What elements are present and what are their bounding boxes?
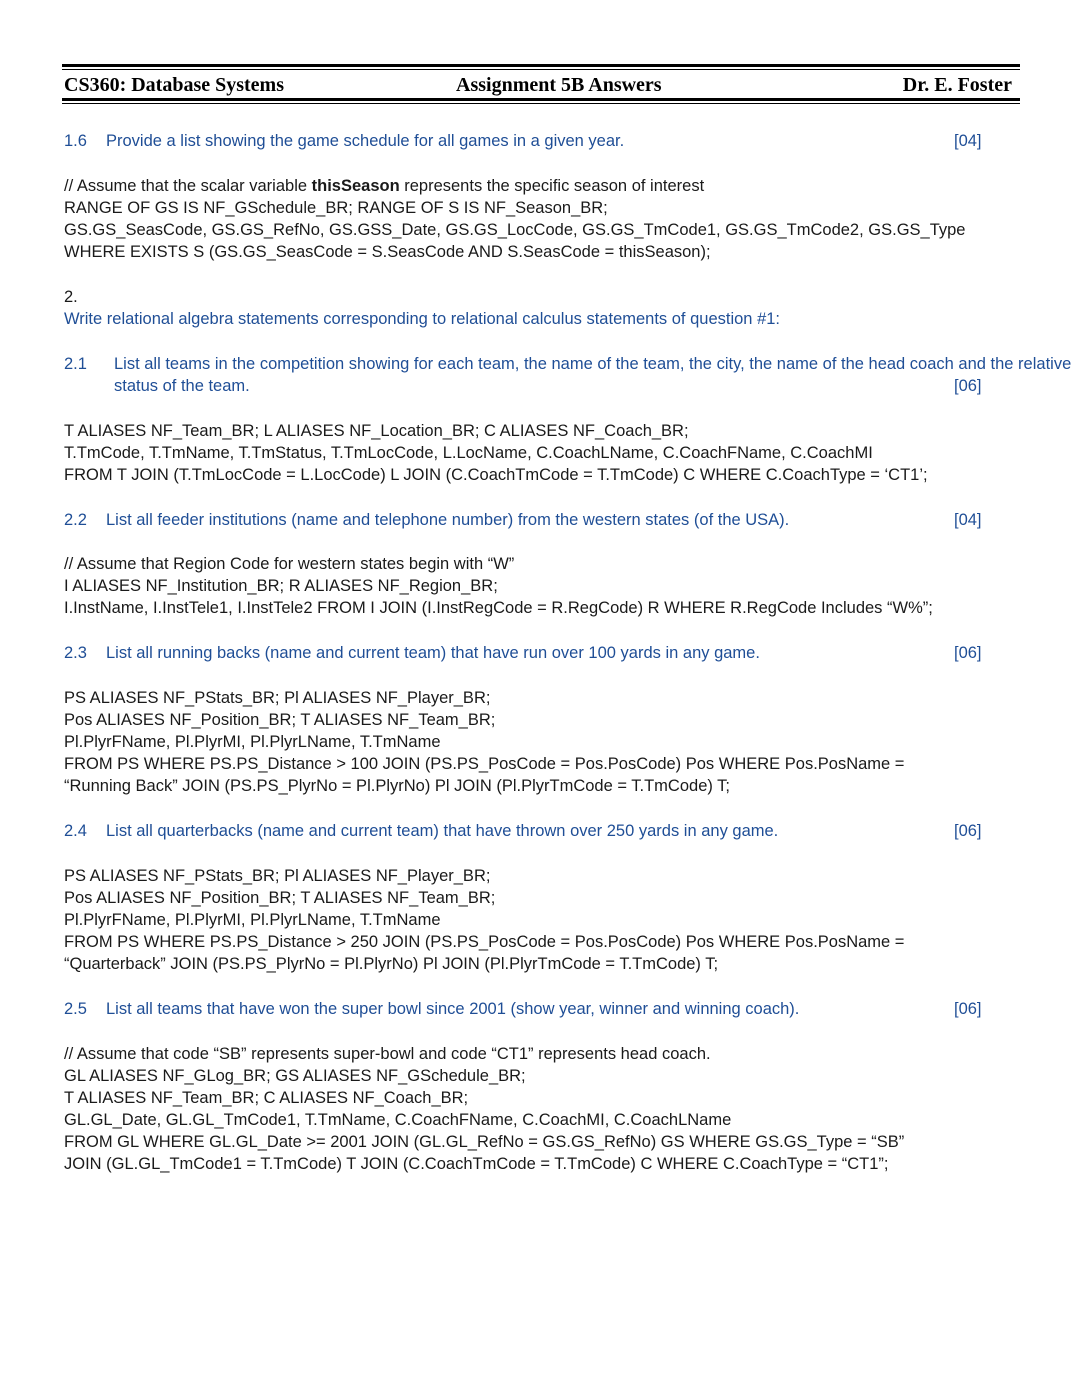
answer-line [64,175,1014,197]
header-rule-bottom [62,98,1020,101]
answer-line: FROM GL WHERE GL.GL_Date >= 2001 JOIN (GL.GL_RefNo = GS.GS_RefNo) GS WHERE GS.GS_Type = “SB” [64,1133,905,1151]
answer-line: FROM T JOIN (T.TmLocCode = L.LocCode) L JOIN (C.CoachTmCode = T.TmCode) C WHERE C.CoachType = ‘CT1’; [64,466,928,484]
answer-line: I.InstName, I.InstTele1, I.InstTele2 FROM I JOIN (I.InstRegCode = R.RegCode) R WHERE R.RegCode Includes “W%”; [64,599,933,617]
answer-variable: thisSeason [311,177,400,195]
question-number: 2.5 [64,1000,87,1018]
answer-line: Pos ALIASES NF_Position_BR; T ALIASES NF_Team_BR; [64,711,496,729]
answer-1-6 [64,175,1014,263]
question-text: List all feeder institutions (name and telephone number) from the western states (of the USA). [106,511,790,529]
question-marks: [04] [954,511,982,529]
answer-line: Pos ALIASES NF_Position_BR; T ALIASES NF_Team_BR; [64,889,496,907]
answer-line: “Running Back” JOIN (PS.PS_PlyrNo = Pl.PlyrNo) Pl JOIN (Pl.PlyrTmCode = T.TmCode) T; [64,777,730,795]
question-number: 2.3 [64,644,87,662]
question-2-5 [64,998,1014,1020]
answer-line: GL ALIASES NF_GLog_BR; GS ALIASES NF_GSchedule_BR; [64,1067,526,1085]
answer-line: I ALIASES NF_Institution_BR; R ALIASES NF_Region_BR; [64,577,498,595]
answer-line: // Assume that code “SB” represents super-bowl and code “CT1” represents head coach. [64,1045,711,1063]
question-2-2 [64,509,1014,531]
answer-text: // Assume that the scalar variable [64,177,312,195]
answer-line: GS.GS_SeasCode, GS.GS_RefNo, GS.GSS_Date, GS.GS_LocCode, GS.GS_TmCode1, GS.GS_TmCode2, GS.GS_Type [64,221,966,239]
answer-2-2 [64,553,1014,619]
answer-line: PS ALIASES NF_PStats_BR; Pl ALIASES NF_Player_BR; [64,689,491,707]
header-rule-bottom-thin [62,103,1020,104]
question-number: 1.6 [64,132,87,150]
question-text: List all running backs (name and current team) that have run over 100 yards in any game. [106,644,760,662]
section-heading: Write relational algebra statements corresponding to relational calculus statements of question #1: [64,310,781,328]
question-text-continued: status of the team. [114,377,250,395]
answer-line: T ALIASES NF_Team_BR; L ALIASES NF_Location_BR; C ALIASES NF_Coach_BR; [64,422,689,440]
section-number: 2. [64,288,78,306]
answer-line: PS ALIASES NF_PStats_BR; Pl ALIASES NF_Player_BR; [64,867,491,885]
question-text: List all teams that have won the super bowl since 2001 (show year, winner and winning coach). [106,1000,800,1018]
answer-line: RANGE OF GS IS NF_GSchedule_BR; RANGE OF S IS NF_Season_BR; [64,199,608,217]
answer-line: FROM PS WHERE PS.PS_Distance > 100 JOIN (PS.PS_PosCode = Pos.PosCode) Pos WHERE Pos.PosName = [64,755,905,773]
answer-line: Pl.PlyrFName, Pl.PlyrMI, Pl.PlyrLName, T.TmName [64,911,441,929]
question-number: 2.4 [64,822,87,840]
question-number: 2.2 [64,511,87,529]
answer-line: FROM PS WHERE PS.PS_Distance > 250 JOIN (PS.PS_PosCode = Pos.PosCode) Pos WHERE Pos.PosName = [64,933,905,951]
question-marks: [06] [954,822,982,840]
answer-line: T.TmCode, T.TmName, T.TmStatus, T.TmLocCode, L.LocName, C.CoachLName, C.CoachFName, C.CoachMI [64,444,873,462]
answer-2-1 [64,420,1014,486]
answer-line: JOIN (GL.GL_TmCode1 = T.TmCode) T JOIN (C.CoachTmCode = T.TmCode) C WHERE C.CoachType = “CT1”; [64,1155,889,1173]
question-2-1 [64,353,1072,397]
question-text: List all quarterbacks (name and current team) that have thrown over 250 yards in any game. [106,822,779,840]
question-number: 2.1 [64,355,87,373]
question-marks: [06] [954,1000,982,1018]
question-text: List all teams in the competition showing for each team, the name of the team, the city, the name of the head coach and the relative [114,355,1072,373]
answer-2-4 [64,865,1014,975]
header-assignment: Assignment 5B Answers [456,74,662,96]
question-marks: [06] [954,644,982,662]
question-text: Provide a list showing the game schedule for all games in a given year. [106,132,625,150]
header-course: CS360: Database Systems [64,74,284,96]
question-marks: [04] [954,132,982,150]
answer-line: “Quarterback” JOIN (PS.PS_PlyrNo = Pl.PlyrNo) Pl JOIN (Pl.PlyrTmCode = T.TmCode) T; [64,955,719,973]
question-marks: [06] [954,377,982,395]
answer-text: represents the specific season of interest [399,177,705,195]
answer-line: GL.GL_Date, GL.GL_TmCode1, T.TmName, C.CoachFName, C.CoachMI, C.CoachLName [64,1111,732,1129]
answer-line: WHERE EXISTS S (GS.GS_SeasCode = S.SeasCode AND S.SeasCode = thisSeason); [64,243,711,261]
answer-2-5 [64,1043,1014,1175]
answer-2-3 [64,687,1014,797]
header-instructor: Dr. E. Foster [902,74,1012,96]
answer-line: Pl.PlyrFName, Pl.PlyrMI, Pl.PlyrLName, T.TmName [64,733,441,751]
header-rule-top [62,64,1020,67]
question-1-6 [64,130,1014,152]
question-2-3 [64,642,1014,664]
header-rule-top-thin [62,69,1020,70]
answer-line: T ALIASES NF_Team_BR; C ALIASES NF_Coach_BR; [64,1089,469,1107]
section-2 [64,286,1014,330]
answer-line: // Assume that Region Code for western states begin with “W” [64,555,515,573]
question-2-4 [64,820,1014,842]
